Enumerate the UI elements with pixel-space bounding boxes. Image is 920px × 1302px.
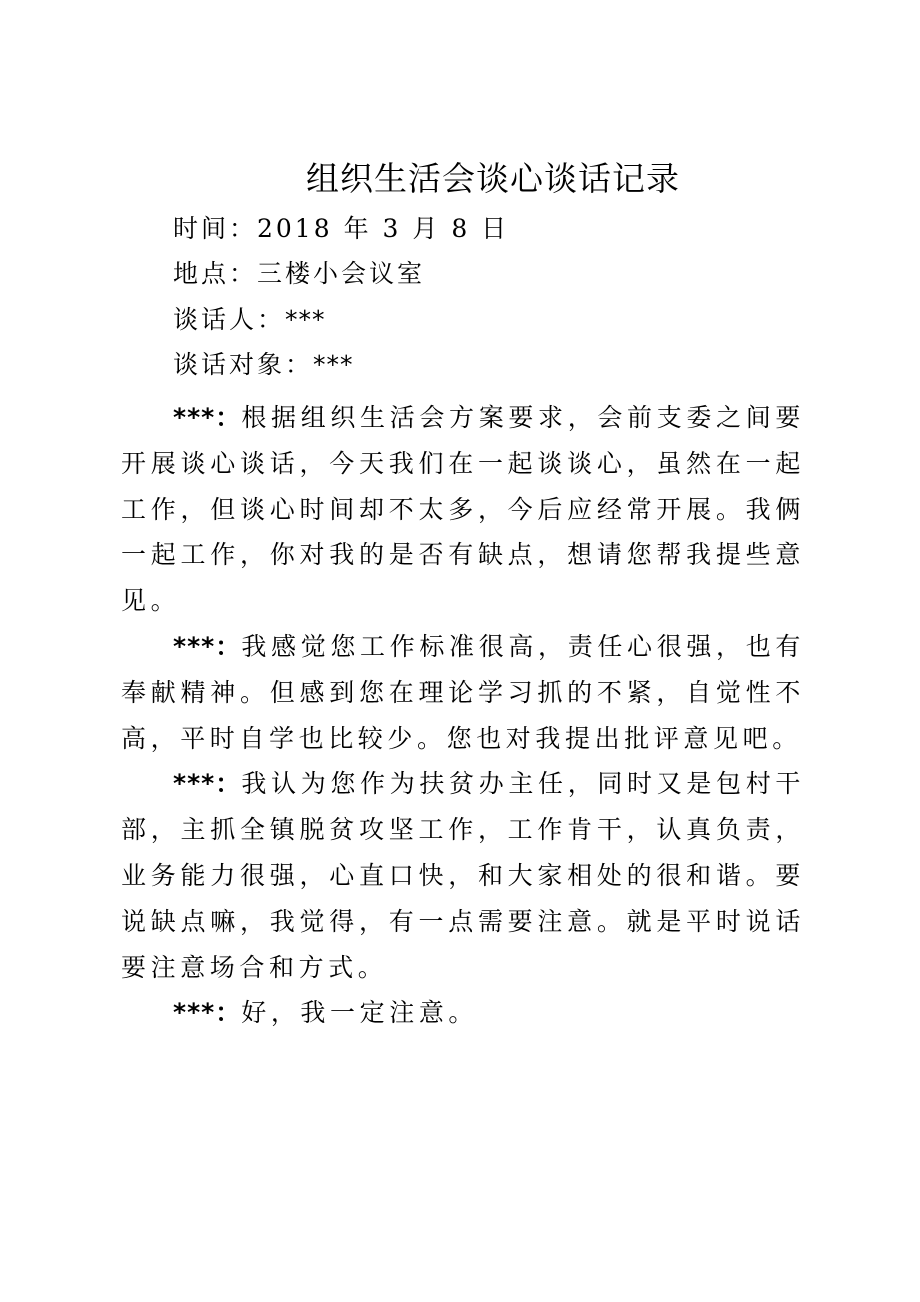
speaker-line — [173, 305, 326, 335]
document-title: 组织生活会谈心谈话记录 — [306, 159, 680, 198]
dialogue-speaker: ***： — [173, 769, 242, 799]
target-line — [173, 350, 354, 380]
dialogue-paragraph — [121, 990, 805, 1036]
speaker-label: 谈话人： — [173, 305, 286, 334]
dialogue-text: 好，我一定注意。 — [241, 998, 479, 1028]
dialogue-speaker: ***： — [173, 631, 242, 661]
meeting-place: 地点：三楼小会议室 — [173, 259, 426, 288]
dialogue-text: 我认为您作为扶贫办主任，同时又是包村干部，主抓全镇脱贫攻坚工作，工作肯干，认真负责，业务能力很强，心直口快，和大家相处的很和谐。要说缺点嘛，我觉得，有一点需要注意。就是平时说话要注意场合和方式。 — [121, 769, 805, 982]
speaker-value: *** — [285, 305, 326, 334]
target-label: 谈话对象： — [173, 350, 314, 379]
dialogue-section — [121, 395, 805, 1036]
dialogue-paragraph — [121, 624, 805, 761]
target-value: *** — [313, 350, 354, 379]
dialogue-speaker: ***： — [173, 998, 242, 1028]
dialogue-text: 我感觉您工作标准很高，责任心很强，也有奉献精神。但感到您在理论学习抓的不紧，自觉性不高，平时自学也比较少。您也对我提出批评意见吧。 — [121, 631, 805, 753]
dialogue-paragraph — [121, 761, 805, 990]
dialogue-paragraph — [121, 395, 805, 624]
dialogue-speaker: ***： — [173, 403, 242, 432]
meeting-time: 时间：2018 年 3 月 8 日 — [173, 214, 510, 243]
dialogue-text: 根据组织生活会方案要求，会前支委之间要开展谈心谈话，今天我们在一起谈谈心，虽然在一起工作，但谈心时间却不太多，今后应经常开展。我俩一起工作，你对我的是否有缺点，想请您帮我提些意见。 — [121, 403, 805, 616]
